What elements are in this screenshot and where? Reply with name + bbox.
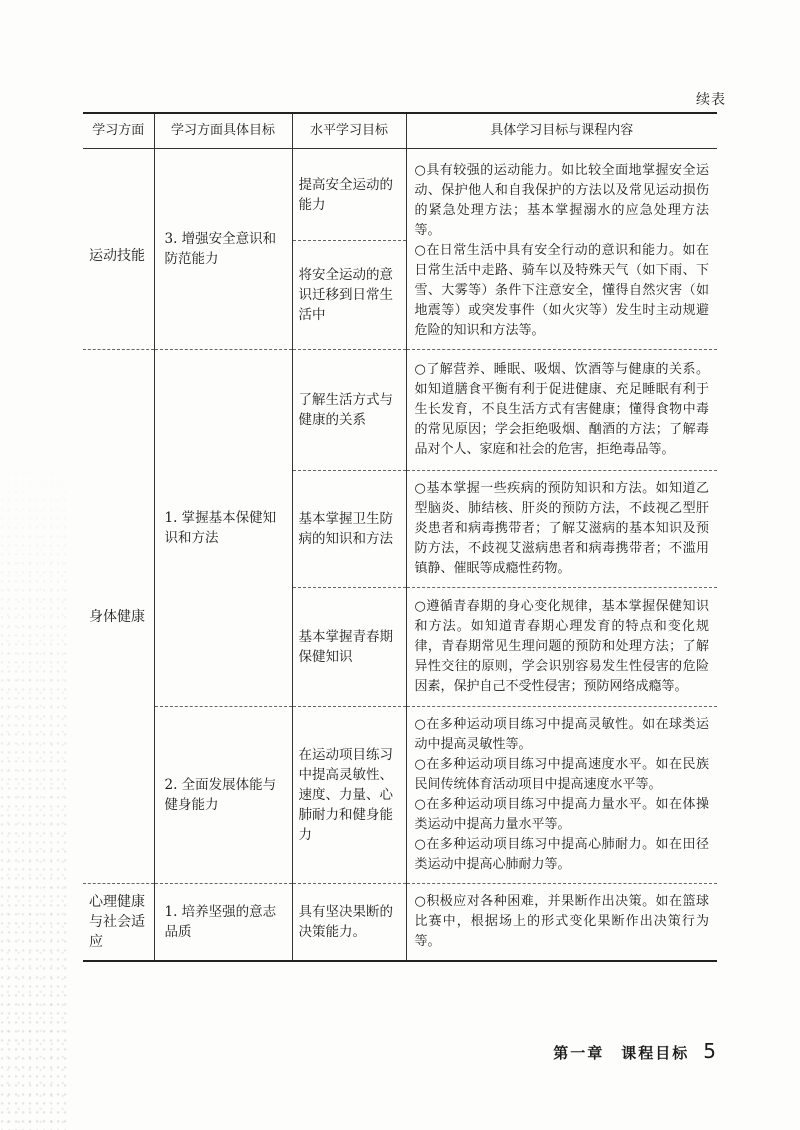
level-cell: 在运动项目练习中提高灵敏性、速度、力量、心肺耐力和健身能力 <box>292 707 406 884</box>
content-text: ○在多种运动项目练习中提高灵敏性。如在球类运动中提高灵敏性等。 <box>414 717 709 752</box>
header-goal: 学习方面具体目标 <box>154 113 292 149</box>
table-row <box>83 884 717 962</box>
area-cell-physical-health: 身体健康 <box>83 350 154 884</box>
content-text: ○积极应对各种困难，并果断作出决策。如在篮球比赛中，根据场上的形式变化果断作出决策行为等。 <box>414 894 709 949</box>
content-cell <box>406 149 717 350</box>
page-number: 5 <box>703 1039 718 1063</box>
content-cell <box>406 884 717 962</box>
content-text: ○在多种运动项目练习中提高力量水平。如在体操类运动中提高力量水平等。 <box>414 797 709 832</box>
level-cell: 提高安全运动的能力 <box>292 149 406 241</box>
level-cell: 具有坚决果断的决策能力。 <box>292 884 406 962</box>
content-cell <box>406 588 717 707</box>
content-text: ○在多种运动项目练习中提高速度水平。如在民族民间传统体育活动项目中提高速度水平等。 <box>414 757 709 792</box>
level-cell: 基本掌握青春期保健知识 <box>292 588 406 707</box>
level-cell: 了解生活方式与健康的关系 <box>292 350 406 471</box>
chapter-title: 第一章 课程目标 <box>553 1044 690 1062</box>
table-row <box>83 707 717 884</box>
content-text: ○基本掌握一些疾病的预防知识和方法。如知道乙型脑炎、肺结核、肝炎的预防方法，不歧视乙型肝炎患者和病毒携带者；了解艾滋病的基本知识及预防方法，不歧视艾滋病患者和病毒携带者；不滥用镇静、催眠等成瘾性药物。 <box>414 481 709 576</box>
content-text: ○在多种运动项目练习中提高心肺耐力。如在田径类运动中提高心肺耐力等。 <box>414 837 709 872</box>
header-level: 水平学习目标 <box>292 113 406 149</box>
content-text: ○了解营养、睡眠、吸烟、饮酒等与健康的关系。如知道膳食平衡有利于促进健康、充足睡眠有利于生长发育，不良生活方式有害健康；懂得食物中毒的常见原因；学会拒绝吸烟、酗酒的方法；了解毒品对个人、家庭和社会的危害，拒绝毒品等。 <box>414 362 709 457</box>
goal-cell: 1. 掌握基本保健知识和方法 <box>154 350 292 707</box>
table-row <box>83 149 717 241</box>
area-cell-mental-health: 心理健康与社会适应 <box>83 884 154 962</box>
area-cell-sports-skill: 运动技能 <box>83 149 154 350</box>
content-text: ○在日常生活中具有安全行动的意识和能力。如在日常生活中走路、骑车以及特殊天气（如下雨、下雪、大雾等）条件下注意安全，懂得自然灾害（如地震等）或突发事件（如火灾等）发生时主动规避危险的知识和方法等。 <box>414 243 709 338</box>
goal-cell: 1. 培养坚强的意志品质 <box>154 884 292 962</box>
goal-cell: 3. 增强安全意识和防范能力 <box>154 149 292 350</box>
level-cell: 将安全运动的意识迁移到日常生活中 <box>292 241 406 350</box>
header-content: 具体学习目标与课程内容 <box>406 113 717 149</box>
content-cell <box>406 707 717 884</box>
scan-edge-noise <box>0 0 70 1130</box>
content-cell <box>406 350 717 471</box>
content-text: ○遵循青春期的身心变化规律，基本掌握保健知识和方法。如知道青春期心理发育的特点和变化规律，青春期常见生理问题的预防和处理方法；了解异性交往的原则，学会识别容易发生性侵害的危险因素，保护自己不受性侵害；预防网络成瘾等。 <box>414 599 709 694</box>
goal-cell: 2. 全面发展体能与健身能力 <box>154 707 292 884</box>
content-cell <box>406 471 717 588</box>
level-cell: 基本掌握卫生防病的知识和方法 <box>292 471 406 588</box>
header-area: 学习方面 <box>83 113 154 149</box>
table-row <box>83 350 717 471</box>
table-header-row <box>83 113 717 149</box>
curriculum-table <box>83 112 717 962</box>
content-text: ○具有较强的运动能力。如比较全面地掌握安全运动、保护他人和自我保护的方法以及常见运动损伤的紧急处理方法；基本掌握溺水的应急处理方法等。 <box>414 163 709 238</box>
page-footer <box>553 1039 718 1063</box>
continued-label: 续表 <box>696 92 726 108</box>
